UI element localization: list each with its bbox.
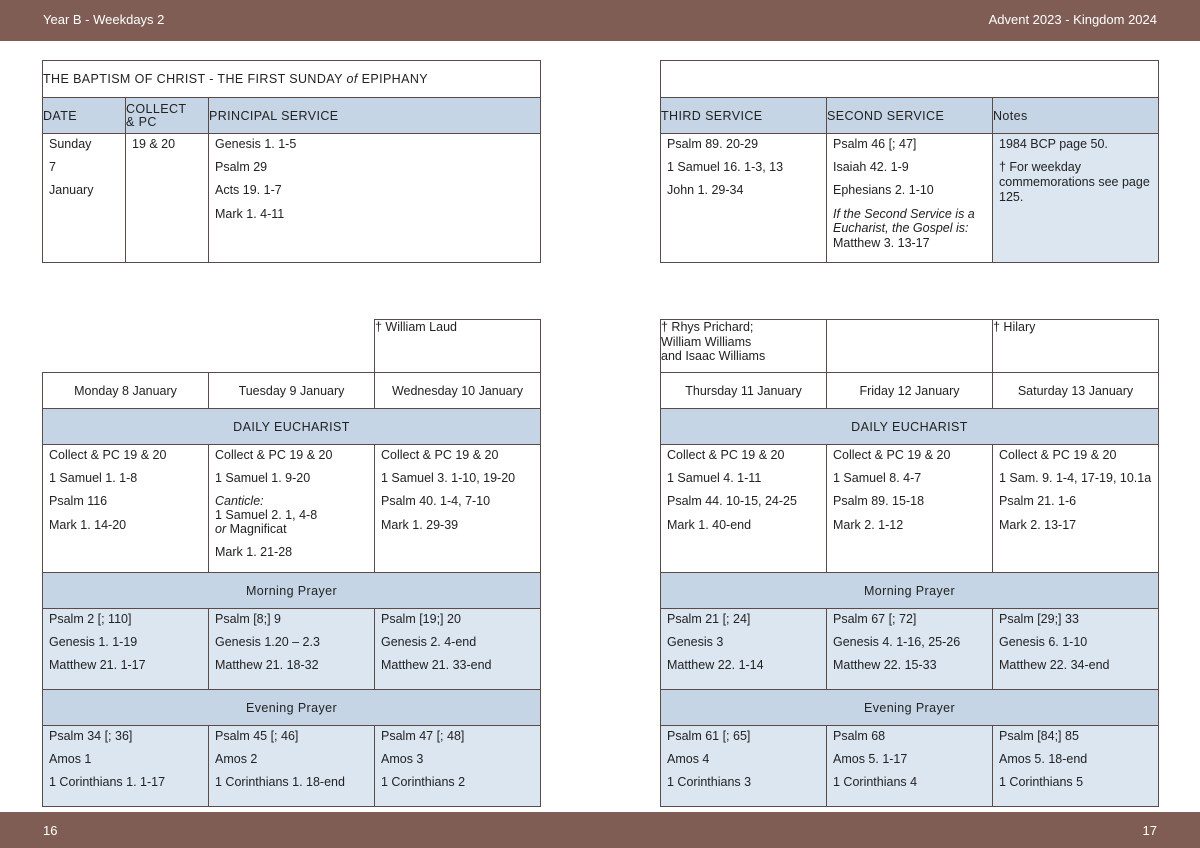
psalm-line: Psalm 68 (833, 729, 886, 743)
page-number-left: 16 (43, 823, 58, 838)
canticle-or: or (215, 522, 227, 537)
psalm-line: Psalm 61 [; 65] (667, 729, 751, 743)
reading-line: 1 Samuel 4. 1-11 (667, 471, 762, 486)
reading-line: Amos 3 (381, 752, 424, 767)
note-bcp: 1984 BCP page 50. (999, 137, 1108, 151)
gospel-line: Mark 1. 21-28 (215, 544, 293, 559)
psalm-line: Psalm 2 [; 110] (49, 612, 132, 626)
weekday-table-left (42, 319, 541, 807)
reading-line: 1 Sam. 9. 1-4, 17-19, 10.1a (999, 471, 1152, 486)
reading-line: Amos 1 (49, 752, 92, 767)
sunday-title-part2: EPIPHANY (357, 72, 429, 86)
reading-line: Genesis 2. 4-end (381, 635, 477, 650)
psalm-line: Psalm 47 [; 48] (381, 729, 465, 743)
commemoration-thursday: † Rhys Prichard; William Williams and Isaac Williams (661, 320, 827, 373)
reading-line: 1 Corinthians 1. 18-end (215, 775, 345, 790)
canticle-text: 1 Samuel 2. 1, 4-8 (215, 508, 318, 523)
sunday-date-cell (43, 134, 126, 263)
section-morning-prayer: Morning Prayer (661, 573, 1159, 609)
eucharist-monday (43, 445, 209, 573)
collect-line: Collect & PC 19 & 20 (833, 448, 951, 462)
reading-line: Genesis 3 (667, 635, 724, 650)
reading-line: Genesis 1. 1-19 (49, 635, 138, 650)
sunday-collect: 19 & 20 (132, 137, 176, 151)
gospel-line: Mark 1. 40-end (667, 517, 752, 532)
section-morning-prayer: Morning Prayer (43, 573, 541, 609)
psalm-line: Psalm [19;] 20 (381, 612, 461, 626)
evening-tuesday (209, 726, 375, 807)
psalm-line: Psalm 34 [; 36] (49, 729, 133, 743)
sunday-date-day: Sunday (49, 137, 92, 151)
eucharist-thursday (661, 445, 827, 573)
reading-line: 1 Corinthians 3 (667, 775, 752, 790)
third-reading: John 1. 29-34 (667, 183, 744, 198)
eucharist-tuesday (209, 445, 375, 573)
collect-line: Collect & PC 19 & 20 (999, 448, 1117, 462)
sunday-collect-cell (126, 134, 209, 263)
reading-line: Genesis 1.20 – 2.3 (215, 635, 320, 650)
reading-line: 1 Corinthians 2 (381, 775, 466, 790)
blank-title-cell (661, 61, 1159, 98)
reading-line: Amos 5. 1-17 (833, 752, 908, 767)
psalm-line: Psalm 116 (49, 494, 108, 509)
sunday-table-left (42, 60, 541, 263)
evening-friday (827, 726, 993, 807)
reading-line: 1 Samuel 3. 1-10, 19-20 (381, 471, 516, 486)
sunday-title (43, 61, 541, 98)
morning-friday (827, 609, 993, 690)
reading-line: Matthew 21. 18-32 (215, 658, 319, 673)
commemoration-empty (209, 320, 375, 373)
reading-line: Matthew 22. 1-14 (667, 658, 764, 673)
gospel-line: Mark 1. 14-20 (49, 517, 127, 532)
second-gospel: Matthew 3. 13-17 (833, 235, 930, 250)
psalm-line: Psalm [8;] 9 (215, 612, 281, 626)
eucharist-wednesday (375, 445, 541, 573)
reading-line: 1 Samuel 1. 1-8 (49, 471, 138, 486)
reading-line: Genesis 6. 1-10 (999, 635, 1088, 650)
collect-line: Collect & PC 19 & 20 (381, 448, 499, 462)
evening-wednesday (375, 726, 541, 807)
principal-reading: Mark 1. 4-11 (215, 206, 285, 221)
footer-bar (0, 812, 1200, 848)
reading-line: Matthew 22. 15-33 (833, 658, 937, 673)
sunday-principal-cell (209, 134, 541, 263)
psalm-line: Psalm [29;] 33 (999, 612, 1079, 626)
section-evening-prayer: Evening Prayer (661, 690, 1159, 726)
psalm-line: Psalm 89. 15-18 (833, 494, 925, 509)
evening-saturday (993, 726, 1159, 807)
sunday-title-of: of (346, 72, 358, 86)
gospel-line: Mark 2. 1-12 (833, 517, 904, 532)
day-friday: Friday 12 January (827, 373, 993, 409)
morning-saturday (993, 609, 1159, 690)
second-service-note: If the Second Service is a Eucharist, the Gospel is: (833, 206, 975, 236)
header-notes: Notes (993, 98, 1159, 134)
principal-reading: Psalm 29 (215, 160, 268, 175)
header-date: DATE (43, 98, 126, 134)
evening-thursday (661, 726, 827, 807)
commemoration-saturday: † Hilary (993, 320, 1159, 373)
psalm-line: Psalm 44. 10-15, 24-25 (667, 494, 797, 509)
canticle-label: Canticle: (215, 494, 264, 509)
header-bar (0, 0, 1200, 41)
gospel-line: Mark 1. 29-39 (381, 517, 459, 532)
psalm-line: Psalm [84;] 85 (999, 729, 1079, 743)
psalm-line: Psalm 21 [; 24] (667, 612, 751, 626)
reading-line: 1 Corinthians 1. 1-17 (49, 775, 166, 790)
canticle-alternative: Magnificat (226, 522, 287, 537)
principal-reading: Genesis 1. 1-5 (215, 137, 297, 151)
day-tuesday: Tuesday 9 January (209, 373, 375, 409)
page-number-right: 17 (1142, 823, 1157, 838)
header-collect: COLLECT & PC (126, 98, 209, 134)
morning-tuesday (209, 609, 375, 690)
second-reading: Ephesians 2. 1-10 (833, 183, 934, 198)
header-principal-service: PRINCIPAL SERVICE (209, 98, 541, 134)
sunday-table-right (660, 60, 1159, 263)
header-second-service: SECOND SERVICE (827, 98, 993, 134)
collect-line: Collect & PC 19 & 20 (215, 448, 333, 462)
reading-line: Genesis 4. 1-16, 25-26 (833, 635, 961, 650)
second-reading: Isaiah 42. 1-9 (833, 160, 909, 175)
notes-cell (993, 134, 1159, 263)
collect-line: Collect & PC 19 & 20 (49, 448, 167, 462)
morning-monday (43, 609, 209, 690)
principal-reading: Acts 19. 1-7 (215, 183, 282, 198)
sunday-title-part1: THE BAPTISM OF CHRIST - THE FIRST SUNDAY (43, 72, 347, 86)
collect-line: Collect & PC 19 & 20 (667, 448, 785, 462)
reading-line: Amos 2 (215, 752, 258, 767)
day-monday: Monday 8 January (43, 373, 209, 409)
reading-line: Matthew 21. 33-end (381, 658, 492, 673)
reading-line: Amos 5. 18-end (999, 752, 1088, 767)
weekday-table-right (660, 319, 1159, 807)
gospel-line: Mark 2. 13-17 (999, 517, 1077, 532)
reading-line: 1 Samuel 8. 4-7 (833, 471, 922, 486)
header-left: Year B - Weekdays 2 (43, 12, 165, 27)
header-right: Advent 2023 - Kingdom 2024 (988, 12, 1157, 27)
sunday-date-month: January (49, 183, 94, 198)
section-daily-eucharist: DAILY EUCHARIST (43, 409, 541, 445)
reading-line: Amos 4 (667, 752, 710, 767)
morning-thursday (661, 609, 827, 690)
reading-line: 1 Corinthians 4 (833, 775, 918, 790)
morning-wednesday (375, 609, 541, 690)
reading-line: 1 Corinthians 5 (999, 775, 1084, 790)
note-commemorations: † For weekday commemorations see page 125. (999, 160, 1150, 205)
third-reading: 1 Samuel 16. 1-3, 13 (667, 160, 784, 175)
sunday-date-number: 7 (49, 160, 56, 175)
commemoration-wednesday: † William Laud (375, 320, 541, 373)
canticle-block (215, 494, 368, 536)
day-saturday: Saturday 13 January (993, 373, 1159, 409)
eucharist-saturday (993, 445, 1159, 573)
day-thursday: Thursday 11 January (661, 373, 827, 409)
psalm-line: Psalm 67 [; 72] (833, 612, 917, 626)
commemoration-empty (827, 320, 993, 373)
reading-line: 1 Samuel 1. 9-20 (215, 471, 311, 486)
psalm-line: Psalm 40. 1-4, 7-10 (381, 494, 491, 509)
section-daily-eucharist: DAILY EUCHARIST (661, 409, 1159, 445)
day-wednesday: Wednesday 10 January (375, 373, 541, 409)
psalm-line: Psalm 21. 1-6 (999, 494, 1077, 509)
second-service-cell (827, 134, 993, 263)
eucharist-friday (827, 445, 993, 573)
evening-monday (43, 726, 209, 807)
second-reading: Psalm 46 [; 47] (833, 137, 917, 151)
header-third-service: THIRD SERVICE (661, 98, 827, 134)
third-reading: Psalm 89. 20-29 (667, 137, 759, 151)
reading-line: Matthew 22. 34-end (999, 658, 1110, 673)
third-service-cell (661, 134, 827, 263)
commemoration-empty (43, 320, 209, 373)
reading-line: Matthew 21. 1-17 (49, 658, 146, 673)
section-evening-prayer: Evening Prayer (43, 690, 541, 726)
psalm-line: Psalm 45 [; 46] (215, 729, 299, 743)
